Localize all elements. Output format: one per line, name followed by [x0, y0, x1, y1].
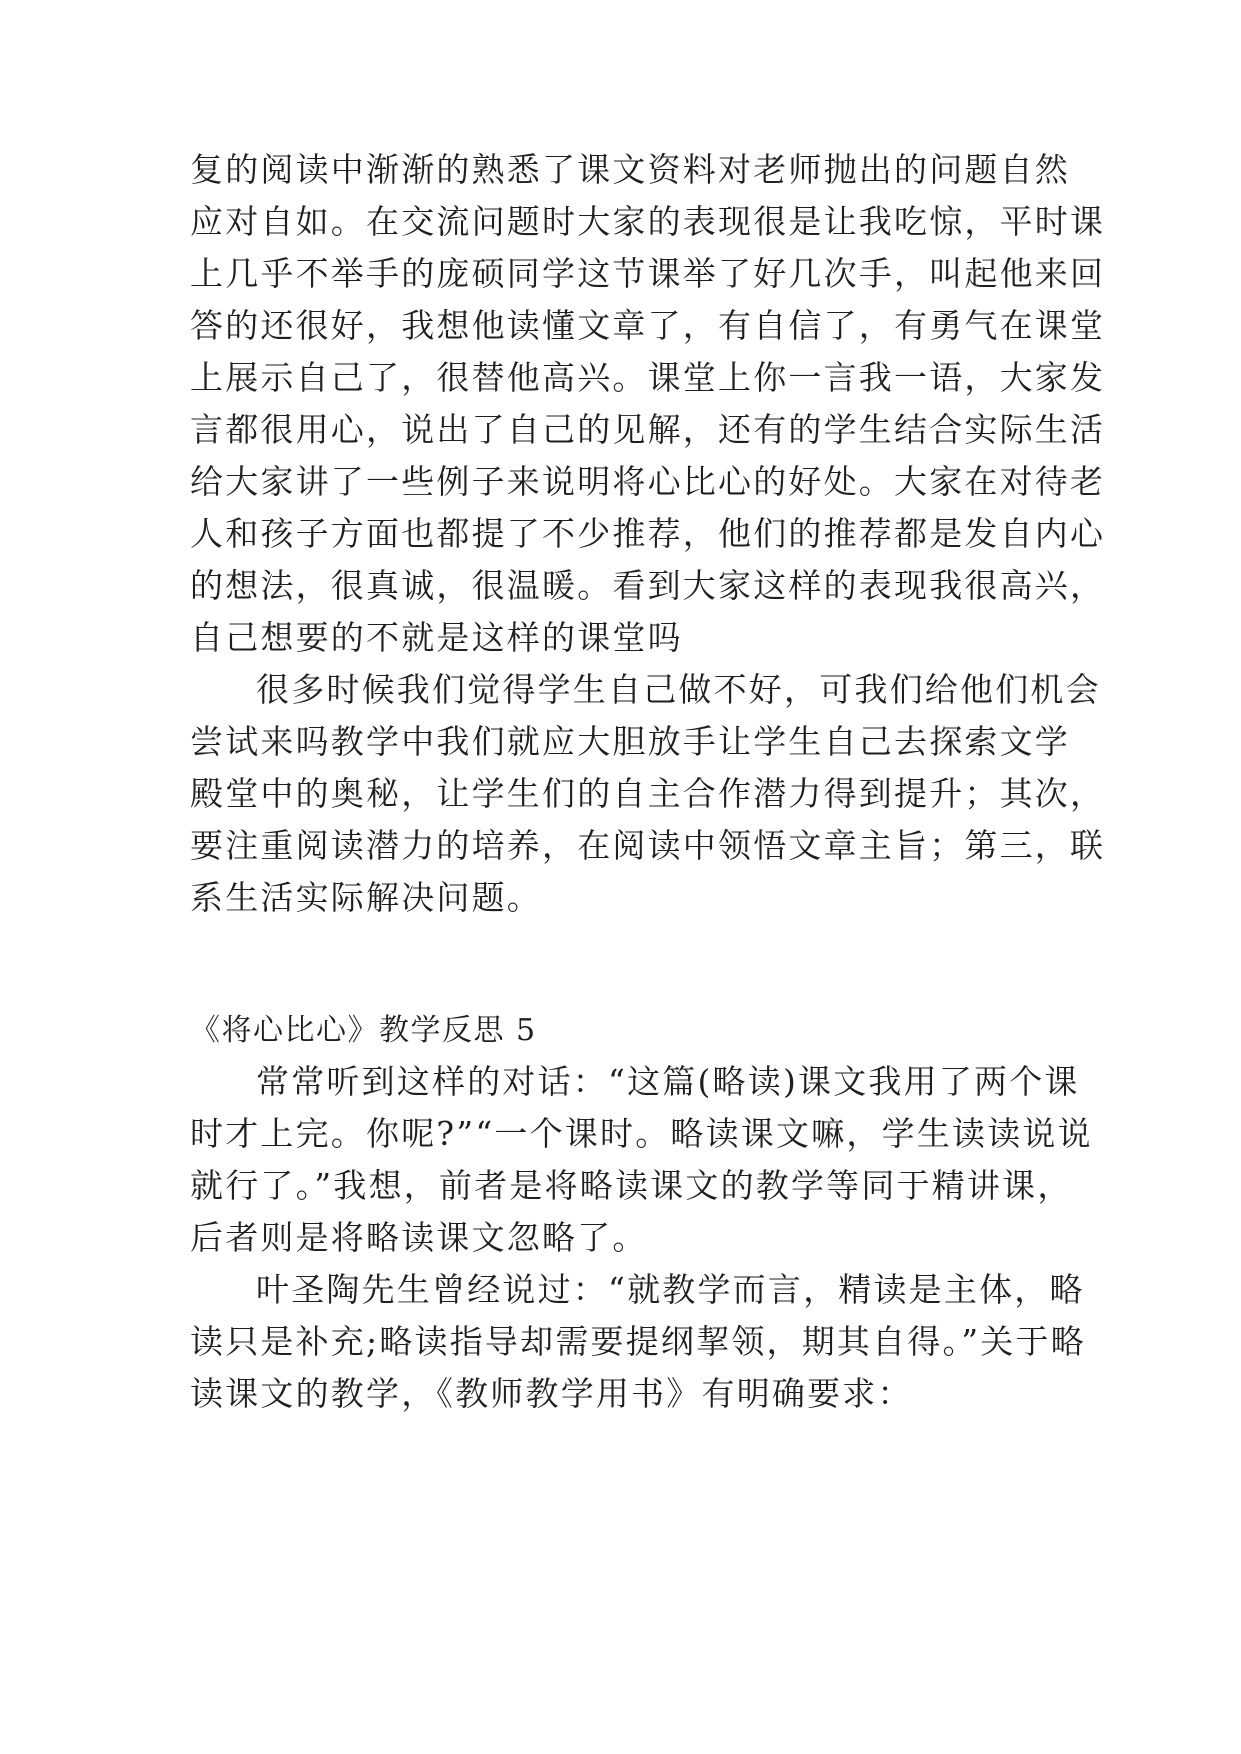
text-line: 言都很用心，说出了自己的见解，还有的学生结合实际生活 — [190, 410, 1106, 449]
text-line: 读课文的教学，《教师教学用书》有明确要求： — [190, 1374, 913, 1413]
text-line: 很多时候我们觉得学生自己做不好，可我们给他们机会 — [256, 670, 1101, 709]
text-line: 自己想要的不就是这样的课堂吗 — [190, 618, 683, 657]
text-line: 系生活实际解决问题。 — [190, 878, 542, 917]
text-line: 后者则是将略读课文忽略了。 — [190, 1218, 648, 1257]
text-line: 复的阅读中渐渐的熟悉了课文资料对老师抛出的问题自然 — [190, 150, 1070, 189]
text-line: 的想法，很真诚，很温暖。看到大家这样的表现我很高兴， — [190, 566, 1106, 605]
section-heading: 《将心比心》教学反思 5 — [190, 1013, 537, 1048]
text-line: 答的还很好，我想他读懂文章了，有自信了，有勇气在课堂 — [190, 306, 1106, 345]
text-line: 尝试来吗教学中我们就应大胆放手让学生自己去探索文学 — [190, 722, 1070, 761]
text-line: 应对自如。在交流问题时大家的表现很是让我吃惊，平时课 — [190, 202, 1106, 241]
text-line: 叶圣陶先生曾经说过：“就教学而言，精读是主体，略 — [256, 1270, 1085, 1309]
text-line: 读只是补充;略读指导却需要提纲挈领，期其自得。”关于略 — [190, 1322, 1086, 1361]
text-line: 常常听到这样的对话：“这篇(略读)课文我用了两个课 — [256, 1062, 1080, 1101]
text-line: 人和孩子方面也都提了不少推荐，他们的推荐都是发自内心 — [190, 514, 1106, 553]
text-line: 殿堂中的奥秘，让学生们的自主合作潜力得到提升；其次， — [190, 774, 1106, 813]
text-line: 时才上完。你呢?”“一个课时。略读课文嘛，学生读读说说 — [190, 1114, 1093, 1153]
text-line: 上几乎不举手的庞硕同学这节课举了好几次手，叫起他来回 — [190, 254, 1106, 293]
text-line: 给大家讲了一些例子来说明将心比心的好处。大家在对待老 — [190, 462, 1106, 501]
text-line: 就行了。”我想，前者是将略读课文的教学等同于精讲课， — [190, 1166, 1073, 1205]
text-line: 要注重阅读潜力的培养，在阅读中领悟文章主旨；第三，联 — [190, 826, 1106, 865]
text-line: 上展示自己了，很替他高兴。课堂上你一言我一语，大家发 — [190, 358, 1106, 397]
